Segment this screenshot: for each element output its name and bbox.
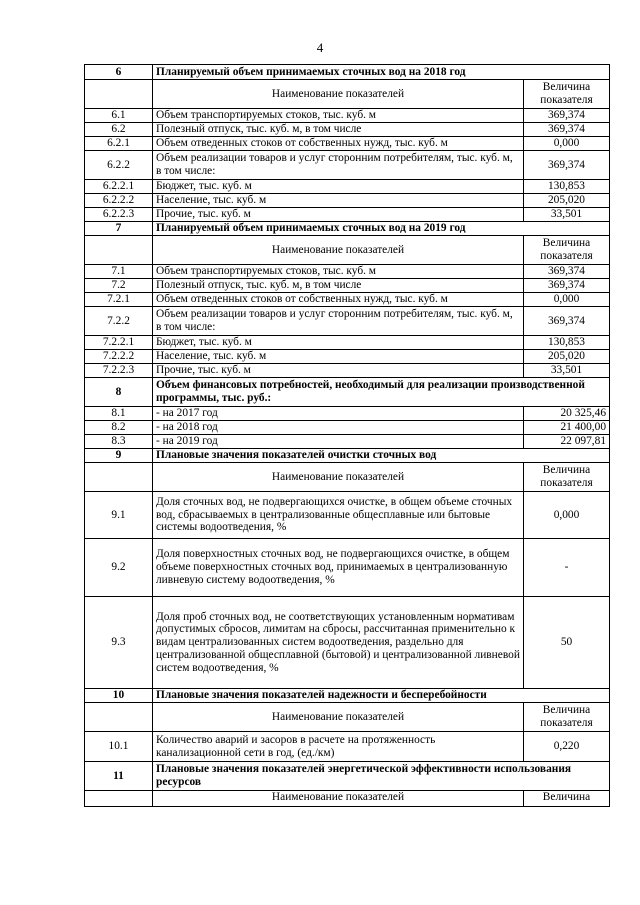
- row-value: 369,374: [524, 265, 610, 279]
- row-value: 0,220: [524, 732, 610, 762]
- row-indicator-name: Прочие, тыс. куб. м: [153, 208, 524, 222]
- table-row: [85, 194, 610, 208]
- section-title: Планируемый объем принимаемых сточных вод на 2019 год: [153, 222, 610, 236]
- table-row: [85, 421, 610, 435]
- column-header-row: [85, 791, 610, 807]
- section-number: 8: [85, 378, 153, 407]
- section-title: Планируемый объем принимаемых сточных вод на 2018 год: [153, 65, 610, 80]
- row-value: 33,501: [524, 364, 610, 378]
- table-row: [85, 208, 610, 222]
- table-row: [85, 492, 610, 539]
- header-name-cell: Наименование показателей: [153, 791, 524, 807]
- row-number: 7.2: [85, 279, 153, 293]
- column-header-row: [85, 80, 610, 109]
- row-indicator-name: Доля поверхностных сточных вод, не подвергающихся очистке, в общем объеме поверхностных сточных вод, принимаемых в централизованную ливневую систему водоотведения, %: [153, 539, 524, 597]
- indicators-table: [84, 64, 610, 807]
- table-row: [85, 279, 610, 293]
- row-indicator-name: Население, тыс. куб. м: [153, 350, 524, 364]
- row-number: 7.2.2.2: [85, 350, 153, 364]
- row-value: 33,501: [524, 208, 610, 222]
- section-title: Плановые значения показателей энергетической эффективности использования ресурсов: [153, 762, 610, 791]
- table-row: [85, 435, 610, 449]
- row-value: 369,374: [524, 123, 610, 137]
- header-name-cell: Наименование показателей: [153, 80, 524, 109]
- table-row: [85, 539, 610, 597]
- row-indicator-name: - на 2019 год: [153, 435, 524, 449]
- row-indicator-name: Бюджет, тыс. куб. м: [153, 180, 524, 194]
- section-title: Объем финансовых потребностей, необходимый для реализации производственной программы, тыс. руб.:: [153, 378, 610, 407]
- row-value: 130,853: [524, 180, 610, 194]
- section-row: [85, 378, 610, 407]
- row-value: 0,000: [524, 492, 610, 539]
- table-row: [85, 407, 610, 421]
- section-row: [85, 65, 610, 80]
- row-number: 6.2.2.2: [85, 194, 153, 208]
- header-blank-cell: [85, 703, 153, 732]
- table-row: [85, 151, 610, 180]
- column-header-row: [85, 703, 610, 732]
- row-number: 7.2.1: [85, 293, 153, 307]
- row-indicator-name: Доля проб сточных вод, не соответствующих установленным нормативам допустимых сбросов, лимитам на сбросы, рассчитанная применительно к видам централизованных систем водоотведения, раздельно для централизованной общесплавной (бытовой) и централизованной ливневой систем водоотведения, %: [153, 597, 524, 689]
- row-indicator-name: Объем транспортируемых стоков, тыс. куб. м: [153, 265, 524, 279]
- header-value-cell: Величина показателя: [524, 463, 610, 492]
- row-indicator-name: Полезный отпуск, тыс. куб. м, в том числе: [153, 123, 524, 137]
- section-number: 6: [85, 65, 153, 80]
- section-title: Плановые значения показателей очистки сточных вод: [153, 449, 610, 463]
- row-value: 369,374: [524, 307, 610, 336]
- table-row: [85, 137, 610, 151]
- section-row: [85, 222, 610, 236]
- table-row: [85, 180, 610, 194]
- row-value: 369,374: [524, 109, 610, 123]
- row-value: 369,374: [524, 279, 610, 293]
- section-number: 9: [85, 449, 153, 463]
- row-number: 7.2.2: [85, 307, 153, 336]
- row-value: 20 325,46: [524, 407, 610, 421]
- section-title: Плановые значения показателей надежности и бесперебойности: [153, 689, 610, 703]
- table-row: [85, 732, 610, 762]
- page-number: 4: [316, 40, 324, 55]
- table-row: [85, 597, 610, 689]
- row-indicator-name: Объем реализации товаров и услуг сторонним потребителям, тыс. куб. м, в том числе:: [153, 151, 524, 180]
- row-number: 8.3: [85, 435, 153, 449]
- table-row: [85, 293, 610, 307]
- section-row: [85, 762, 610, 791]
- row-value: 0,000: [524, 137, 610, 151]
- row-indicator-name: Объем отведенных стоков от собственных нужд, тыс. куб. м: [153, 293, 524, 307]
- header-blank-cell: [85, 236, 153, 265]
- row-indicator-name: Население, тыс. куб. м: [153, 194, 524, 208]
- row-indicator-name: Количество аварий и засоров в расчете на протяженность канализационной сети в год, (ед./км): [153, 732, 524, 762]
- row-value: 205,020: [524, 194, 610, 208]
- row-number: 9.3: [85, 597, 153, 689]
- section-number: 10: [85, 689, 153, 703]
- row-value: 21 400,00: [524, 421, 610, 435]
- header-blank-cell: [85, 791, 153, 807]
- column-header-row: [85, 463, 610, 492]
- row-indicator-name: Объем реализации товаров и услуг сторонним потребителям, тыс. куб. м, в том числе:: [153, 307, 524, 336]
- header-value-cell: Величина показателя: [524, 703, 610, 732]
- header-value-cell: Величина показателя: [524, 236, 610, 265]
- row-indicator-name: Бюджет, тыс. куб. м: [153, 336, 524, 350]
- row-number: 6.2: [85, 123, 153, 137]
- row-number: 7.2.2.3: [85, 364, 153, 378]
- table-row: [85, 123, 610, 137]
- section-row: [85, 449, 610, 463]
- row-number: 9.1: [85, 492, 153, 539]
- row-indicator-name: - на 2017 год: [153, 407, 524, 421]
- section-number: 11: [85, 762, 153, 791]
- table-row: [85, 265, 610, 279]
- header-blank-cell: [85, 80, 153, 109]
- row-number: 7.2.2.1: [85, 336, 153, 350]
- row-value: 22 097,81: [524, 435, 610, 449]
- row-number: 6.2.2: [85, 151, 153, 180]
- row-value: 369,374: [524, 151, 610, 180]
- row-number: 8.2: [85, 421, 153, 435]
- row-indicator-name: Объем отведенных стоков от собственных нужд, тыс. куб. м: [153, 137, 524, 151]
- header-name-cell: Наименование показателей: [153, 463, 524, 492]
- section-number: 7: [85, 222, 153, 236]
- row-indicator-name: Доля сточных вод, не подвергающихся очистке, в общем объеме сточных вод, сбрасываемых в централизованные общесплавные или бытовые системы водоотведения, %: [153, 492, 524, 539]
- indicators-table-body: [85, 65, 610, 807]
- row-indicator-name: Полезный отпуск, тыс. куб. м, в том числе: [153, 279, 524, 293]
- row-indicator-name: - на 2018 год: [153, 421, 524, 435]
- row-number: 9.2: [85, 539, 153, 597]
- row-value: 50: [524, 597, 610, 689]
- header-blank-cell: [85, 463, 153, 492]
- row-number: 7.1: [85, 265, 153, 279]
- row-number: 6.1: [85, 109, 153, 123]
- column-header-row: [85, 236, 610, 265]
- header-value-cell: Величина показателя: [524, 80, 610, 109]
- section-row: [85, 689, 610, 703]
- row-value: 0,000: [524, 293, 610, 307]
- row-number: 6.2.2.3: [85, 208, 153, 222]
- row-number: 6.2.2.1: [85, 180, 153, 194]
- row-number: 6.2.1: [85, 137, 153, 151]
- row-indicator-name: Объем транспортируемых стоков, тыс. куб. м: [153, 109, 524, 123]
- table-row: [85, 307, 610, 336]
- table-row: [85, 109, 610, 123]
- row-value: -: [524, 539, 610, 597]
- header-name-cell: Наименование показателей: [153, 703, 524, 732]
- table-row: [85, 336, 610, 350]
- row-value: 130,853: [524, 336, 610, 350]
- row-number: 10.1: [85, 732, 153, 762]
- table-row: [85, 350, 610, 364]
- row-value: 205,020: [524, 350, 610, 364]
- header-value-cell: Величина: [524, 791, 610, 807]
- row-indicator-name: Прочие, тыс. куб. м: [153, 364, 524, 378]
- table-row: [85, 364, 610, 378]
- header-name-cell: Наименование показателей: [153, 236, 524, 265]
- row-number: 8.1: [85, 407, 153, 421]
